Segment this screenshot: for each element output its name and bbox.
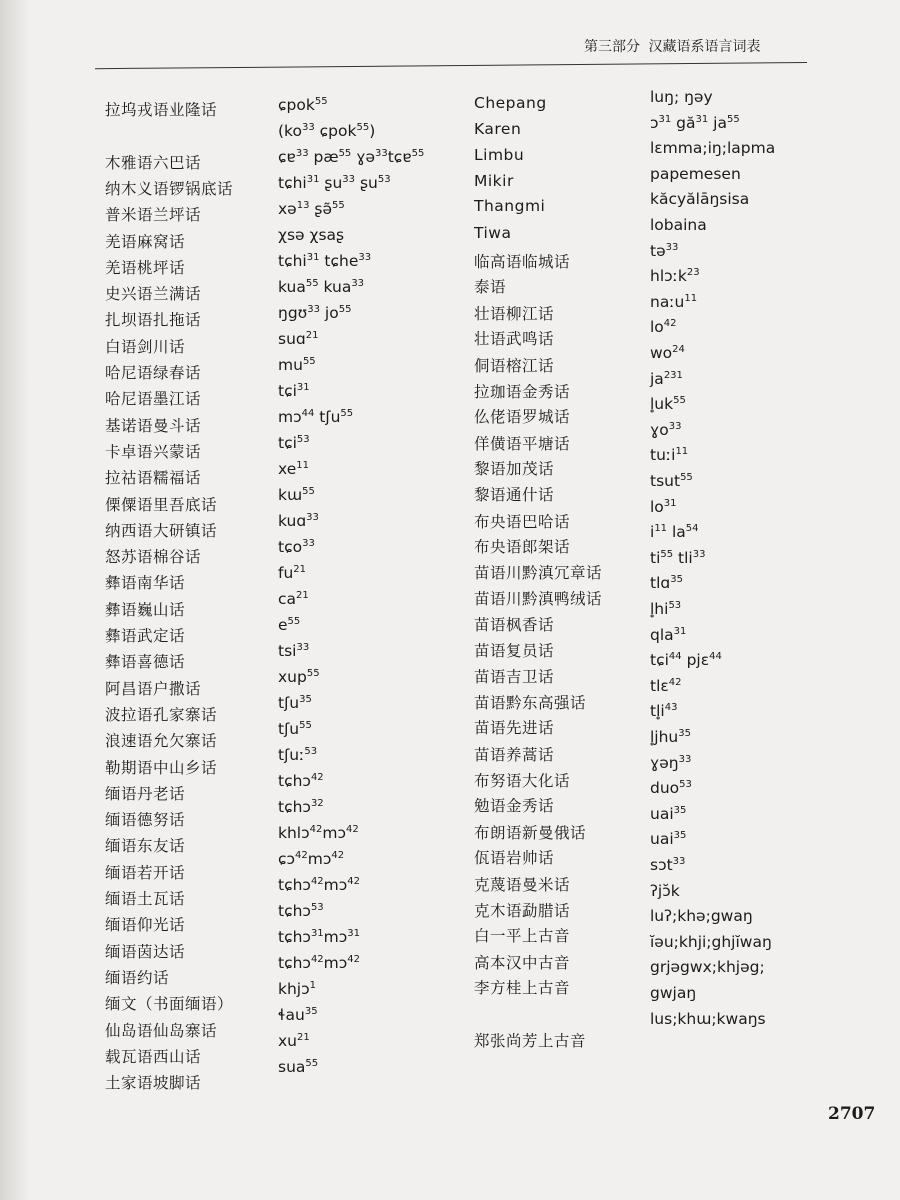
word-form: tsut$^{55}$ [650,471,693,490]
language-name: 哈尼语墨江话 [105,390,202,408]
word-form: tlɛ$^{42}$ [650,676,682,695]
language-name: 普米语兰坪话 [105,206,202,224]
word-form: kăcyălāŋsisa [650,190,750,208]
language-name: 彝语喜德话 [105,653,186,671]
word-form: $ti^{55}$ tli$^{33}$ [650,548,706,567]
language-name: 苗语川黔滇鸭绒话 [474,590,603,608]
language-name: 黎语加茂话 [474,460,555,478]
word-form: lɛmma;iŋ;lapma [650,139,776,157]
language-name: 侗语榕江话 [474,357,555,375]
language-name: 布央语巴哈话 [474,513,571,531]
word-form: $ca^{21}$ [278,589,309,608]
word-form: sɔt$^{33}$ [650,855,686,874]
language-name: 扎坝语扎拖话 [105,311,202,329]
word-form: khlɔ$^{42}$mɔ$^{42}$ [278,823,359,842]
language-name: 缅语土瓦话 [105,890,186,908]
word-form: $ja^{231}$ [650,369,683,388]
word-form: kua$^{55}$ kua$^{33}$ [278,277,365,296]
language-name: 哈尼语绿春话 [105,364,202,382]
language-name: 拉坞戎语业隆话 [105,101,218,119]
word-form: sua$^{55}$ [278,1057,319,1076]
word-form: kuɑ$^{33}$ [278,511,319,530]
language-name: 土家语坡脚话 [105,1074,202,1092]
language-name: 郑张尚芳上古音 [474,1032,587,1050]
word-form: ɬau$^{35}$ [278,1005,318,1024]
language-name: 苗语黔东高强话 [474,694,587,712]
language-name: 拉祜语糯福话 [105,469,202,487]
language-name: 苗语先进话 [474,719,555,737]
word-form: tɕhɔ$^{53}$ [278,901,324,920]
language-name: 载瓦语西山话 [105,1048,202,1066]
language-name: 白一平上古音 [474,927,571,945]
language-name: 纳木义语锣锅底话 [105,180,234,198]
word-form: $fu^{21}$ [278,563,307,582]
word-form: tɕi$^{53}$ [278,433,310,452]
word-form: grjəgwx;khjəg; [650,958,765,976]
language-name: 壮语武鸣话 [474,330,555,348]
language-name: 彝语南华话 [105,574,186,592]
language-name: 苗语枫香话 [474,616,555,634]
word-form: tɕhɔ$^{31}$mɔ$^{31}$ [278,927,361,946]
running-header [580,36,805,56]
language-name: 缅语仰光话 [105,916,186,934]
language-name: 缅语丹老话 [105,785,186,803]
word-form: tɕi$^{44}$ pjɛ$^{44}$ [650,650,722,669]
language-name: 史兴语兰满话 [105,285,202,303]
language-name: 白语剑川话 [105,338,186,356]
word-form: gwjaŋ [650,984,697,1002]
language-name: Thangmi [474,197,546,215]
word-form: ɕɐ$^{33}$ $pæ^{55}$ ɣə$^{33}$tɕɐ$^{55}$ [278,147,425,166]
word-form: $i^{11}$ $la^{54}$ [650,522,699,541]
word-form: tɕhɔ$^{42}$mɔ$^{42}$ [278,953,361,972]
language-name: 波拉语孔家寨话 [105,706,218,724]
word-form: l̥jhu$^{35}$ [650,727,691,746]
language-name: 布央语郎架话 [474,538,571,556]
language-name: 勒期语中山乡话 [105,759,218,777]
word-form: tə$^{33}$ [650,241,679,260]
header-part: 第三部分 [584,39,640,55]
word-form: tɕhɔ$^{32}$ [278,797,324,816]
language-name: 彝语巍山话 [105,601,186,619]
language-name: 缅语茵达话 [105,943,186,961]
language-name: 阿昌语户撒话 [105,680,202,698]
language-name: 黎语通什话 [474,486,555,504]
word-form: uai$^{35}$ [650,829,687,848]
word-form: $mu^{55}$ [278,355,316,374]
word-form: naːu$^{11}$ [650,292,698,311]
language-name: 拉珈语金秀话 [474,383,571,401]
page-edge-shadow [0,0,30,1200]
word-form: lus;khɯ;kwaŋs [650,1010,766,1028]
language-name: 临高语临城话 [474,253,571,271]
language-name: 卡卓语兴蒙话 [105,443,202,461]
word-form: duo$^{53}$ [650,778,692,797]
language-name: 缅语德努话 [105,811,186,829]
word-form: ĭəu;khji;ghjĭwaŋ [650,933,772,951]
word-form: lobaina [650,216,707,234]
word-form: $xe^{11}$ [278,459,309,478]
word-form: ɣəŋ$^{33}$ [650,753,692,772]
word-form: tlɑ$^{35}$ [650,573,683,592]
language-name: 苗语养蒿话 [474,746,555,764]
word-form: χsə χsaʂ [278,226,345,244]
word-form: luŋ; ŋəy [650,88,713,106]
language-name: 李方桂上古音 [474,979,571,997]
language-name: 缅语东友话 [105,837,186,855]
word-form: kɯ$^{55}$ [278,485,315,504]
language-name: 浪速语允欠寨话 [105,732,218,750]
word-form: ŋgʊ$^{33}$ $jo^{55}$ [278,303,352,322]
language-name: 纳西语大研镇话 [105,522,218,540]
word-form: mɔ$^{44}$ tʃu$^{55}$ [278,407,354,426]
language-name: 苗语川黔滇冗章话 [474,564,603,582]
word-form: $xu^{21}$ [278,1031,310,1050]
header-rule [95,62,807,69]
language-name: Mikir [474,172,514,190]
word-form: ($ko^{33}$ ɕpok$^{55}$) [278,121,376,140]
word-form: papemesen [650,165,741,183]
word-form: $lo^{42}$ [650,317,677,336]
word-form: $lo^{31}$ [650,497,677,516]
language-name: Chepang [474,94,547,112]
language-name: 苗语吉卫话 [474,668,555,686]
word-form: xup$^{55}$ [278,667,320,686]
language-name: 泰语 [474,278,507,296]
word-form: $wo^{24}$ [650,343,685,362]
word-form: tʃuː$^{53}$ [278,745,318,764]
language-name: 佤语岩帅话 [474,849,555,867]
language-name: 缅语约话 [105,969,170,987]
word-form: khjɔ$^1$ [278,979,316,998]
language-name: Karen [474,120,522,138]
language-name: 高本汉中古音 [474,954,571,972]
language-name: 木雅语六巴话 [105,154,202,172]
language-name: 基诺语曼斗话 [105,417,202,435]
word-form: $l̥hi^{53}$ [650,599,682,618]
language-name: Limbu [474,146,525,164]
word-form: luʔ;khə;gwaŋ [650,907,753,925]
word-form: tɕhi$^{31}$ tɕhe$^{33}$ [278,251,372,270]
language-name: 勉语金秀话 [474,797,555,815]
language-name: 克木语勐腊话 [474,902,571,920]
word-form: $l̥uk^{55}$ [650,394,686,413]
word-form: tɕhɔ$^{42}$ [278,771,324,790]
word-form: $e^{55}$ [278,615,301,634]
language-name: 怒苏语棉谷话 [105,548,202,566]
page-number: 2707 [828,1104,876,1124]
word-form: xə$^{13}$ ʂə̃$^{55}$ [278,199,345,218]
header-title: 汉藏语系语言词表 [648,39,761,55]
language-name: 仫佬语罗城话 [474,408,571,426]
word-form: ɣo$^{33}$ [650,420,682,439]
word-form: tsi$^{33}$ [278,641,310,660]
word-form: uai$^{35}$ [650,804,687,823]
word-form: ɕɔ$^{42}$mɔ$^{42}$ [278,849,345,868]
word-form: ɕpok$^{55}$ [278,95,328,114]
language-name: 布朗语新曼俄话 [474,824,587,842]
word-form: ɔ$^{31}$ $gă^{31}$ $ja^{55}$ [650,113,740,132]
word-form: ʔjɔ̆k [650,882,680,900]
word-form: $tl̥i^{43}$ [650,701,678,720]
language-name: 苗语复员话 [474,642,555,660]
language-name: 傈僳语里吾底话 [105,496,218,514]
language-name: 羌语麻窝话 [105,233,186,251]
language-name: 壮语柳江话 [474,305,555,323]
word-form: tɕhi$^{31}$ ʂu$^{33}$ ʂu$^{53}$ [278,173,391,192]
word-form: tuːi$^{11}$ [650,445,689,464]
word-form: hlɔːk$^{23}$ [650,266,700,285]
language-name: Tiwa [474,224,512,242]
word-form: tɕi$^{31}$ [278,381,310,400]
language-name: 佯僙语平塘话 [474,435,571,453]
language-name: 布努语大化话 [474,772,571,790]
language-name: 仙岛语仙岛寨话 [105,1022,218,1040]
word-form: tʃu$^{55}$ [278,719,312,738]
word-form: tʃu$^{35}$ [278,693,312,712]
word-form: qla$^{31}$ [650,625,687,644]
word-form: suɑ$^{21}$ [278,329,319,348]
language-name: 羌语桃坪话 [105,259,186,277]
word-form: tɕo$^{33}$ [278,537,315,556]
language-name: 克蔑语曼米话 [474,876,571,894]
word-form: tɕhɔ$^{42}$mɔ$^{42}$ [278,875,361,894]
language-name: 缅语若开话 [105,864,186,882]
language-name: 缅文（书面缅语） [105,995,234,1013]
language-name: 彝语武定话 [105,627,186,645]
